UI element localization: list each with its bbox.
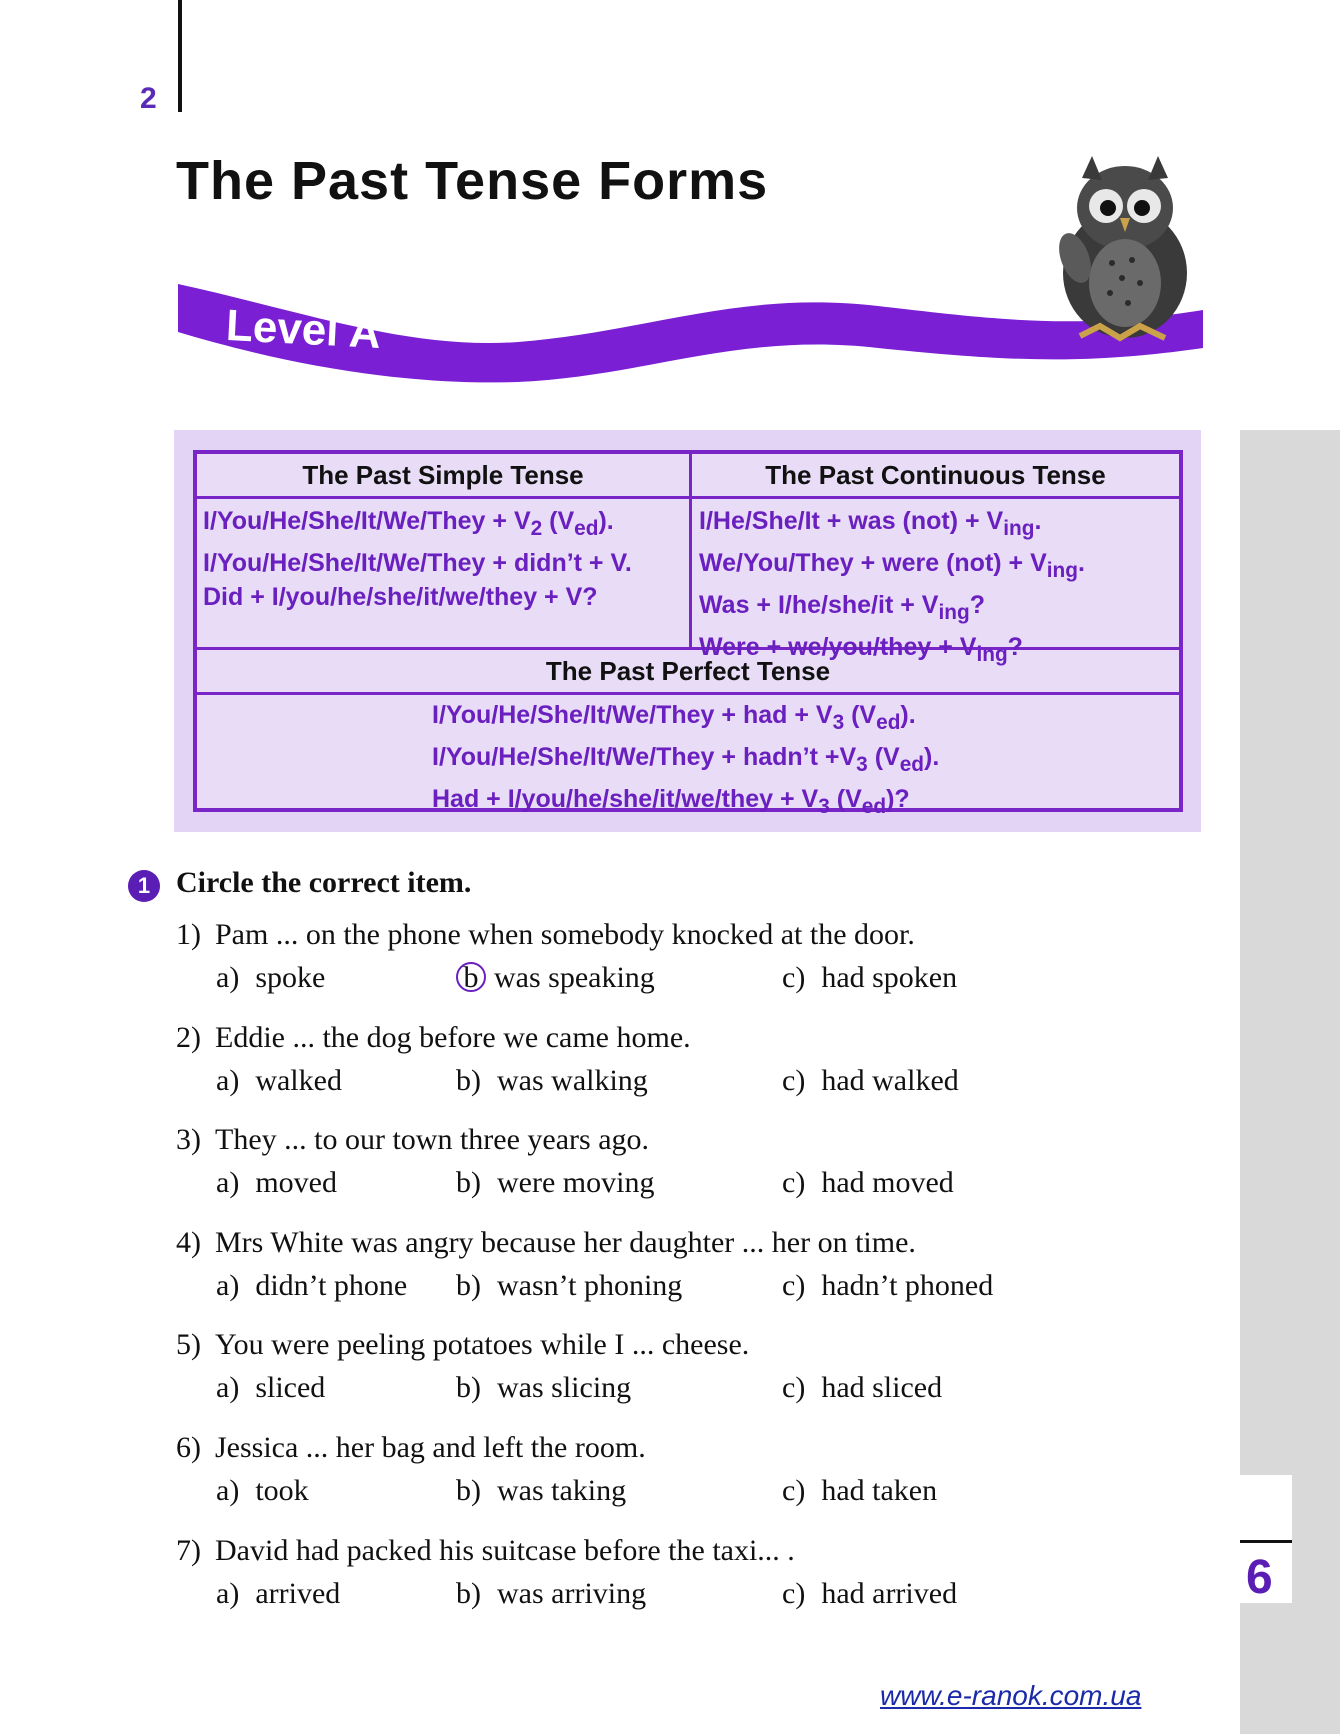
option-a[interactable]: [216, 1269, 407, 1303]
option-letter: b): [456, 1577, 481, 1610]
option-text: walked: [255, 1064, 342, 1097]
question-text: [176, 1328, 749, 1362]
option-letter: a): [216, 1064, 240, 1097]
option-text: was speaking: [494, 961, 655, 994]
option-letter: c): [782, 1371, 806, 1404]
option-text: was walking: [497, 1064, 648, 1097]
option-a[interactable]: [216, 1577, 340, 1611]
option-a[interactable]: [216, 961, 325, 995]
formula-line: I/You/He/She/It/We/They + had + $V_3$ $(V_{ed})$.: [432, 701, 916, 734]
question-number: 7): [176, 1534, 201, 1567]
grammar-table: [193, 450, 1183, 818]
question-text: [176, 1226, 916, 1260]
question-text: [176, 1534, 795, 1568]
option-text: hadn’t phoned: [821, 1269, 994, 1302]
exercise-instruction: Circle the correct item.: [176, 866, 472, 899]
level-label: Level A: [224, 300, 383, 359]
option-text: was taking: [497, 1474, 627, 1507]
option-letter: a): [216, 961, 240, 994]
option-text: didn’t phone: [255, 1269, 408, 1302]
circled-option-letter: b: [456, 962, 486, 992]
option-text: had taken: [821, 1474, 938, 1507]
question-number: 5): [176, 1328, 201, 1361]
option-letter: b): [456, 1474, 481, 1507]
option-text: had spoken: [821, 961, 958, 994]
option-c[interactable]: [782, 1474, 937, 1508]
option-b[interactable]: [456, 1474, 626, 1508]
side-tab-number: 6: [1246, 1551, 1273, 1604]
top-rule: [178, 0, 182, 112]
option-text: were moving: [497, 1166, 655, 1199]
past-simple-heading: The Past Simple Tense: [302, 460, 584, 490]
past-perfect-heading: The Past Perfect Tense: [545, 656, 831, 686]
option-a[interactable]: [216, 1166, 337, 1200]
page-title: The Past Tense Forms: [176, 151, 769, 211]
option-a[interactable]: [216, 1064, 342, 1098]
question-text: [176, 918, 915, 952]
option-letter: a): [216, 1269, 240, 1302]
question-number: 2): [176, 1021, 201, 1054]
question-sentence: Jessica ... her bag and left the room.: [215, 1431, 646, 1464]
question-sentence: David had packed his suitcase before the taxi... .: [215, 1534, 795, 1567]
option-text: sliced: [255, 1371, 326, 1404]
option-letter: a): [216, 1166, 240, 1199]
page-number: 2: [140, 82, 157, 115]
question-text: [176, 1021, 691, 1055]
question-sentence: You were peeling potatoes while I ... cheese.: [215, 1328, 750, 1361]
option-letter: c): [782, 1474, 806, 1507]
option-c[interactable]: [782, 1064, 959, 1098]
question-text: [176, 1431, 646, 1465]
formula-line: Did + I/you/he/she/it/we/they + V?: [203, 583, 598, 611]
option-text: moved: [255, 1166, 337, 1199]
past-continuous-heading: The Past Continuous Tense: [765, 460, 1106, 490]
option-letter: b): [456, 1269, 481, 1302]
question-number: 4): [176, 1226, 201, 1259]
option-b[interactable]: [456, 1371, 631, 1405]
question-sentence: Mrs White was angry because her daughter ... her on time.: [215, 1226, 916, 1259]
option-letter: a): [216, 1577, 240, 1610]
option-letter: b): [456, 1166, 481, 1199]
option-c[interactable]: [782, 1371, 942, 1405]
question-text: [176, 1123, 649, 1157]
option-letter: c): [782, 961, 806, 994]
question-number: 1): [176, 918, 201, 951]
option-text: had walked: [821, 1064, 959, 1097]
question-number: 3): [176, 1123, 201, 1156]
option-c[interactable]: [782, 1166, 954, 1200]
option-letter: c): [782, 1166, 806, 1199]
option-text: arrived: [255, 1577, 341, 1610]
table-divider: [197, 496, 1179, 499]
option-letter: b): [456, 1371, 481, 1404]
option-text: had moved: [821, 1166, 954, 1199]
table-divider: [197, 692, 1179, 695]
option-letter: c): [782, 1269, 806, 1302]
formula-line: I/You/He/She/It/We/They + hadn’t $+V_3$ $(V_{ed})$.: [432, 743, 940, 776]
question-sentence: Eddie ... the dog before we came home.: [215, 1021, 691, 1054]
side-tab-rule: [1240, 1540, 1292, 1543]
option-b[interactable]: [456, 961, 655, 995]
option-c[interactable]: [782, 961, 957, 995]
option-a[interactable]: [216, 1371, 325, 1405]
formula-line: Were + we/you/they + $V_{ing}$?: [699, 633, 1023, 666]
option-text: spoke: [255, 961, 326, 994]
formula-line: Was + $I/he/she/it + V_{ing}$?: [699, 591, 985, 624]
formula-line: I/You/He/She/It/We/They + didn’t + V.: [203, 549, 632, 577]
option-text: was arriving: [497, 1577, 647, 1610]
option-letter: c): [782, 1064, 806, 1097]
past-perfect-formulas: [432, 698, 939, 824]
formula-line: I/You/He/She/It/We/They + $V_2$ $(V_{ed})$.: [203, 507, 614, 540]
footer-website-link[interactable]: www.e-ranok.com.ua: [880, 1680, 1142, 1711]
option-letter: a): [216, 1371, 240, 1404]
option-letter: a): [216, 1474, 240, 1507]
option-text: wasn’t phoning: [497, 1269, 683, 1302]
option-letter: c): [782, 1577, 806, 1610]
question-sentence: Pam ... on the phone when somebody knocked at the door.: [215, 918, 915, 951]
option-c[interactable]: [782, 1269, 993, 1303]
option-b[interactable]: [456, 1064, 648, 1098]
option-letter: b): [456, 1064, 481, 1097]
past-simple-formulas: [203, 504, 632, 614]
exercise-number-badge: 1: [128, 870, 160, 902]
option-a[interactable]: [216, 1474, 309, 1508]
option-text: took: [255, 1474, 309, 1507]
option-text: had arrived: [821, 1577, 958, 1610]
option-b[interactable]: [456, 1166, 654, 1200]
formula-line: Had + I/you/he/she/it/we/they + $V_3$ $(V_{ed})$?: [432, 785, 910, 818]
option-text: had sliced: [821, 1371, 943, 1404]
formula-line: I/He/She/It + was $(not) + V_{ing}$.: [699, 507, 1042, 540]
option-text: was slicing: [497, 1371, 632, 1404]
question-number: 6): [176, 1431, 201, 1464]
owl-icon: [1040, 148, 1210, 343]
option-b[interactable]: [456, 1269, 682, 1303]
option-b[interactable]: [456, 1577, 646, 1611]
question-sentence: They ... to our town three years ago.: [215, 1123, 650, 1156]
past-continuous-formulas: [699, 504, 1085, 672]
formula-line: We/You/They + were $(not) + V_{ing}$.: [699, 549, 1085, 582]
option-c[interactable]: [782, 1577, 957, 1611]
